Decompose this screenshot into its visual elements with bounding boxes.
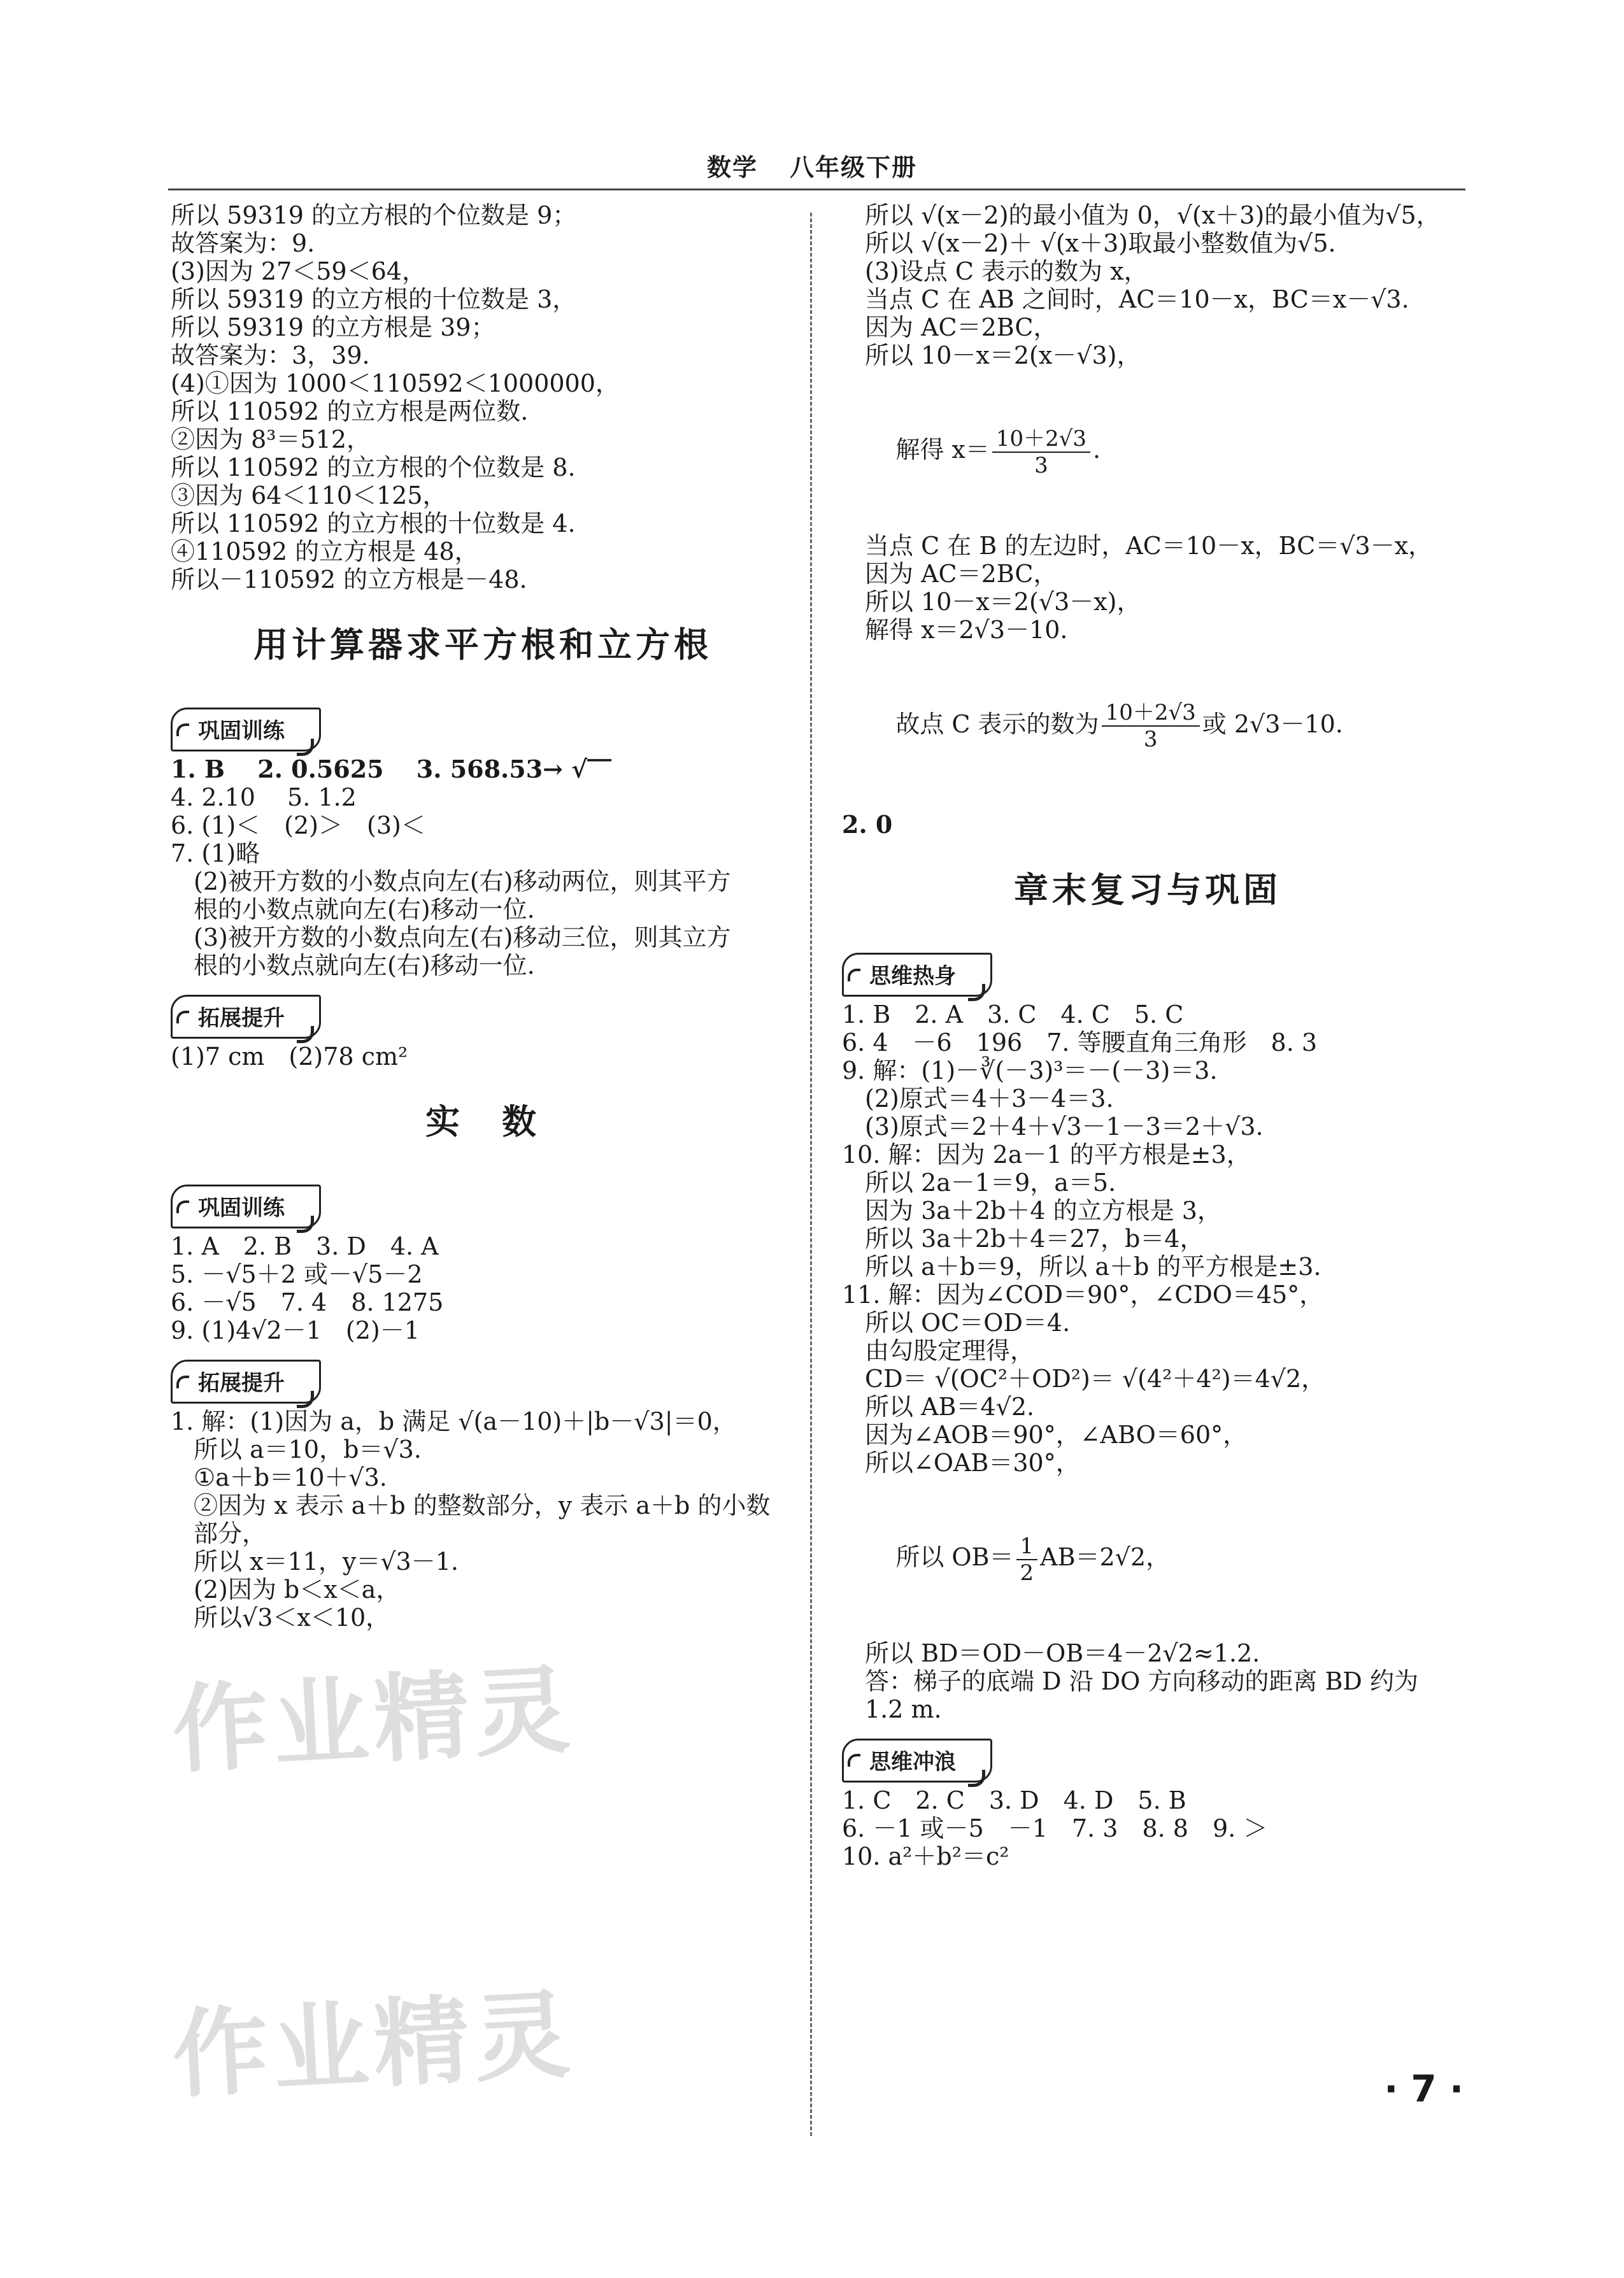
answer-line [842, 644, 1453, 806]
answer-line: 所以 a＋b＝9，所以 a＋b 的平方根是±3. [865, 1253, 1321, 1281]
header-rule [168, 189, 1465, 190]
text-line: ④110592 的立方根是 48， [171, 537, 479, 566]
answer-line: 所以 BD＝OD－OB＝4－2√2≈1.2. [865, 1639, 1260, 1667]
answer-line: 1. 解：(1)因为 a，b 满足 √(a－10)＋|b－√3|＝0， [171, 1407, 737, 1435]
watermark: 作业精灵 [169, 1655, 578, 1787]
answer-line: 11. 解：因为∠COD＝90°，∠CDO＝45°， [842, 1281, 1324, 1309]
text-fragment: 解得 x＝ [895, 436, 990, 464]
answer-line: 所以 10－x＝2(√3－x)， [865, 587, 1141, 616]
badge-consolidation: 巩固训练 [171, 708, 321, 751]
answer-line: 当点 C 在 B 的左边时，AC＝10－x，BC＝√3－x， [865, 531, 1433, 560]
text-line: (4)①因为 1000＜110592＜1000000， [171, 369, 620, 397]
text-line: ②因为 8³＝512， [171, 425, 371, 453]
answer-line: (3)被开方数的小数点向左(右)移动三位，则其立方 [194, 923, 731, 951]
answer-line: 4. 2.10 5. 1.2 [171, 783, 357, 811]
answer-line: 1. B 2. 0.5625 3. 568.53→ √‾‾ [171, 755, 612, 783]
text-fragment: 所以 OB＝ [895, 1543, 1014, 1571]
answer-line: 根的小数点就向左(右)移动一位. [194, 951, 535, 979]
page-header [0, 148, 1624, 183]
text-fragment: 或 2√3－10. [1202, 709, 1343, 738]
answer-line: 6. －√5 7. 4 8. 1275 [171, 1288, 444, 1316]
answer-line: (2)原式＝4＋3－4＝3. [865, 1085, 1114, 1113]
answer-line: 9. (1)4√2－1 (2)－1 [171, 1316, 420, 1344]
answer-line: 所以 AB＝4√2. [865, 1393, 1035, 1421]
answer-line: 所以√3＜x＜10， [194, 1604, 390, 1632]
section-title-real-numbers: 实 数 [425, 1102, 540, 1142]
answer-line: CD＝ √(OC²＋OD²)＝ √(4²＋4²)＝4√2， [865, 1365, 1326, 1393]
answer-line: 所以 3a＋2b＋4＝27，b＝4， [865, 1225, 1204, 1253]
fraction-numerator: 10＋2√3 [992, 426, 1090, 453]
answer-line: 7. (1)略 [171, 839, 260, 867]
answer-line: 部分， [194, 1520, 267, 1548]
text-line: 所以 59319 的立方根是 39； [171, 313, 495, 341]
section-title-chapter-review: 章末复习与巩固 [1014, 870, 1281, 910]
answer-line: 10. 解：因为 2a－1 的平方根是±3， [842, 1141, 1251, 1169]
answer-line: 所以 2a－1＝9，a＝5. [865, 1169, 1116, 1197]
answer-line: 所以 OC＝OD＝4. [865, 1309, 1071, 1337]
text-line: ③因为 64＜110＜125， [171, 481, 447, 509]
left-column [171, 201, 795, 1632]
answer-line: 1. A 2. B 3. D 4. A [171, 1232, 439, 1260]
answer-line: 因为 3a＋2b＋4 的立方根是 3， [865, 1197, 1222, 1225]
answer-line: (1)7 cm (2)78 cm² [171, 1043, 408, 1071]
answer-line: 由勾股定理得， [865, 1337, 1035, 1365]
answer-line: 所以 √(x－2)的最小值为 0，√(x＋3)的最小值为√5， [865, 201, 1441, 229]
column-divider [810, 213, 812, 2136]
fraction [992, 426, 1090, 478]
answer-line: 所以 a＝10，b＝√3. [194, 1435, 422, 1463]
fraction [1016, 1534, 1038, 1586]
answer-line: 因为 AC＝2BC， [865, 313, 1058, 341]
answer-line: 所以 √(x－2)＋ √(x＋3)取最小整数值为√5. [865, 229, 1336, 257]
answer-line: 6. (1)＜ (2)＞ (3)＜ [171, 811, 425, 839]
fraction-denominator: 3 [1143, 727, 1158, 752]
answer-line: 所以 10－x＝2(x－√3)， [865, 341, 1141, 369]
answer-line: 1.2 m. [865, 1695, 942, 1723]
intro-block [171, 201, 795, 594]
answer-line: (3)原式＝2＋4＋√3－1－3＝2＋√3. [865, 1113, 1264, 1141]
answer-line: 解得 x＝2√3－10. [865, 615, 1068, 644]
text-line: 所以 110592 的立方根的个位数是 8. [171, 453, 576, 481]
badge-extension: 拓展提升 [171, 1360, 321, 1404]
answer-line: 所以 x＝11，y＝√3－1. [194, 1548, 459, 1576]
answer-line: ②因为 x 表示 a＋b 的整数部分，y 表示 a＋b 的小数 [194, 1491, 771, 1520]
answer-line: ①a＋b＝10＋√3. [194, 1463, 387, 1491]
header-subject: 数学 [706, 153, 758, 182]
answer-line: 6. 4 －6 196 7. 等腰直角三角形 8. 3 [842, 1029, 1318, 1057]
answer-line: 1. B 2. A 3. C 4. C 5. C [842, 1000, 1184, 1029]
answer-line: 答：梯子的底端 D 沿 DO 方向移动的距离 BD 约为 [865, 1667, 1418, 1695]
fraction-numerator: 10＋2√3 [1102, 700, 1200, 727]
answer-line: (3)设点 C 表示的数为 x， [865, 257, 1148, 285]
text-line: 所以－110592 的立方根是－48. [171, 566, 527, 594]
answer-line: 6. －1 或－5 －1 7. 3 8. 8 9. ＞ [842, 1814, 1268, 1842]
text-line: 所以 110592 的立方根的十位数是 4. [171, 509, 576, 537]
badge-challenge: 思维冲浪 [842, 1739, 992, 1783]
answer-line: 所以∠OAB＝30°， [865, 1449, 1080, 1477]
text-line: (3)因为 27＜59＜64， [171, 257, 426, 285]
answer-line: 当点 C 在 AB 之间时，AC＝10－x，BC＝x－√3. [865, 285, 1409, 313]
answer-line: (2)被开方数的小数点向左(右)移动两位，则其平方 [194, 867, 731, 895]
answer-line: 根的小数点就向左(右)移动一位. [194, 895, 535, 923]
answer-line: 因为∠AOB＝90°，∠ABO＝60°， [865, 1421, 1248, 1449]
text-line: 故答案为：3，39. [171, 341, 370, 369]
fraction-numerator: 1 [1016, 1534, 1038, 1560]
section-title-calculator: 用计算器求平方根和立方根 [253, 625, 712, 665]
text-fragment: 故点 C 表示的数为 [895, 709, 1099, 738]
badge-consolidation: 巩固训练 [171, 1185, 321, 1228]
watermark: 作业精灵 [169, 1979, 578, 2112]
text-line: 所以 110592 的立方根是两位数. [171, 397, 529, 425]
badge-warmup: 思维热身 [842, 953, 992, 997]
badge-extension: 拓展提升 [171, 995, 321, 1039]
text-line: 所以 59319 的立方根的个位数是 9； [171, 201, 577, 229]
answer-line: 9. 解：(1)－∛(－3)³＝－(－3)＝3. [842, 1057, 1218, 1085]
fraction-denominator: 3 [1034, 452, 1048, 478]
answer-line: 1. C 2. C 3. D 4. D 5. B [842, 1786, 1186, 1814]
right-column [842, 201, 1453, 1870]
answer-line: 5. －√5＋2 或－√5－2 [171, 1260, 423, 1288]
text-line: 故答案为：9. [171, 229, 315, 257]
page-number: · 7 · [1384, 2067, 1464, 2111]
answer-line: 因为 AC＝2BC， [865, 559, 1058, 588]
answer-line [842, 1477, 1453, 1639]
answer-line: 2. 0 [842, 810, 893, 839]
header-grade: 八年级下册 [790, 153, 918, 182]
answer-line: 解得 x＝ $\frac{10+2√3}{3}$ . [895, 425, 1101, 478]
text-line: 所以 59319 的立方根的十位数是 3， [171, 285, 577, 313]
text-fragment: AB＝2√2， [1040, 1543, 1171, 1571]
answer-line: (2)因为 b＜x＜a， [194, 1576, 401, 1604]
fraction-denominator: 2 [1020, 1560, 1034, 1586]
answer-line: 10. a²＋b²＝c² [842, 1842, 1009, 1870]
fraction [1102, 700, 1200, 752]
